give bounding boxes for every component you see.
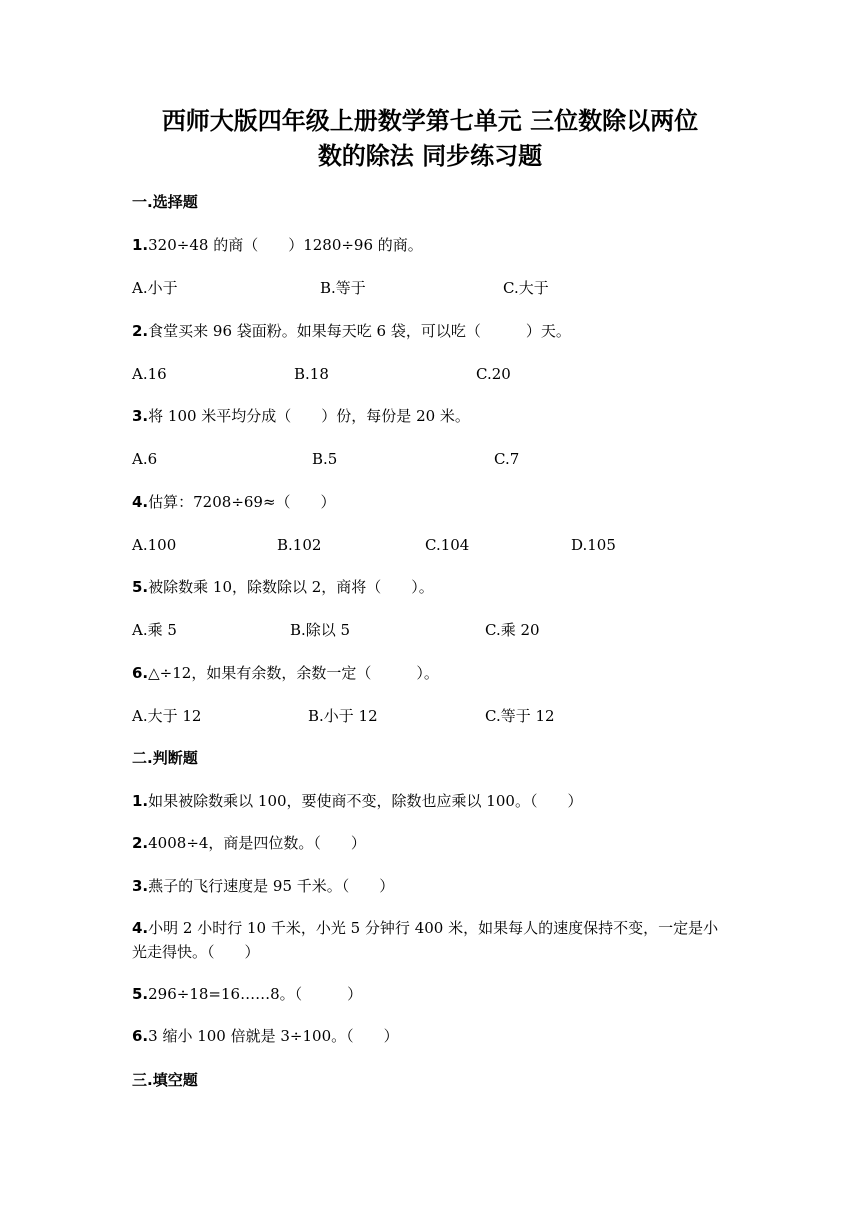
option-d: D.105 [571,536,616,554]
option-a: A.乘 5 [132,621,177,639]
question-2-1 [132,791,582,811]
question-text: 被除数乘 10，除数除以 2，商将（ ）。 [148,578,434,596]
question-text: 320÷48 的商（ ）1280÷96 的商。 [148,236,423,254]
title-line-2: 数的除法 同步练习题 [317,142,543,170]
option-a: A.小于 [132,279,178,297]
section-heading-fill-in: 三.填空题 [132,1071,198,1089]
question-1-3 [132,406,470,426]
question-1-5 [132,577,434,597]
question-1-6 [132,663,439,683]
question-2-3 [132,876,394,896]
option-b: B.小于 12 [308,707,378,725]
question-number: 3. [132,877,149,895]
question-number: 2. [132,322,149,340]
question-number: 3. [132,407,149,425]
option-b: B.等于 [320,279,366,297]
option-c: C.20 [476,365,511,383]
option-a: A.16 [132,365,167,383]
option-c: C.大于 [503,279,549,297]
question-text: 估算：7208÷69≈（ ） [148,493,336,511]
title-line-1: 西师大版四年级上册数学第七单元 三位数除以两位 [161,107,699,135]
question-number: 4. [132,919,149,937]
question-text: 296÷18=16……8。（ ） [148,985,363,1003]
question-2-2 [132,833,366,853]
option-c: C.104 [425,536,470,554]
question-number: 4. [132,493,149,511]
question-number: 5. [132,985,149,1003]
option-b: B.102 [277,536,322,554]
question-number: 6. [132,1027,149,1045]
question-2-5 [132,984,362,1004]
section-heading-judgment: 二.判断题 [132,749,198,767]
question-text: 燕子的飞行速度是 95 千米。（ ） [148,877,395,895]
question-1-2 [132,321,571,341]
question-text: 4008÷4，商是四位数。（ ） [148,834,366,852]
question-text: 如果被除数乘以 100，要使商不变，除数也应乘以 100。（ ） [148,792,583,810]
option-a: A.6 [132,450,158,468]
question-text: 食堂买来 96 袋面粉。如果每天吃 6 袋，可以吃（ ）天。 [148,322,571,340]
option-b: B.5 [312,450,338,468]
option-a: A.大于 12 [132,707,202,725]
option-b: B.除以 5 [290,621,351,639]
question-text: 将 100 米平均分成（ ）份，每份是 20 米。 [148,407,470,425]
question-text: 小明 2 小时行 10 千米，小光 5 分钟行 400 米，如果每人的速度保持不变，一定是小光走得快。（ ） [132,919,719,961]
question-number: 6. [132,664,149,682]
option-c: C.等于 12 [485,707,555,725]
option-b: B.18 [294,365,329,383]
question-1-4 [132,492,336,512]
question-number: 2. [132,834,149,852]
option-c: C.乘 20 [485,621,540,639]
question-2-4 [132,916,732,964]
question-text: 3 缩小 100 倍就是 3÷100。（ ） [148,1027,399,1045]
section-heading-choice: 一.选择题 [132,193,198,211]
question-number: 1. [132,792,149,810]
question-number: 5. [132,578,149,596]
option-a: A.100 [132,536,177,554]
question-number: 1. [132,236,149,254]
option-c: C.7 [494,450,520,468]
document-title [0,104,860,174]
question-2-6 [132,1026,399,1046]
question-text: △÷12，如果有余数，余数一定（ ）。 [148,664,439,682]
question-1-1 [132,235,423,255]
